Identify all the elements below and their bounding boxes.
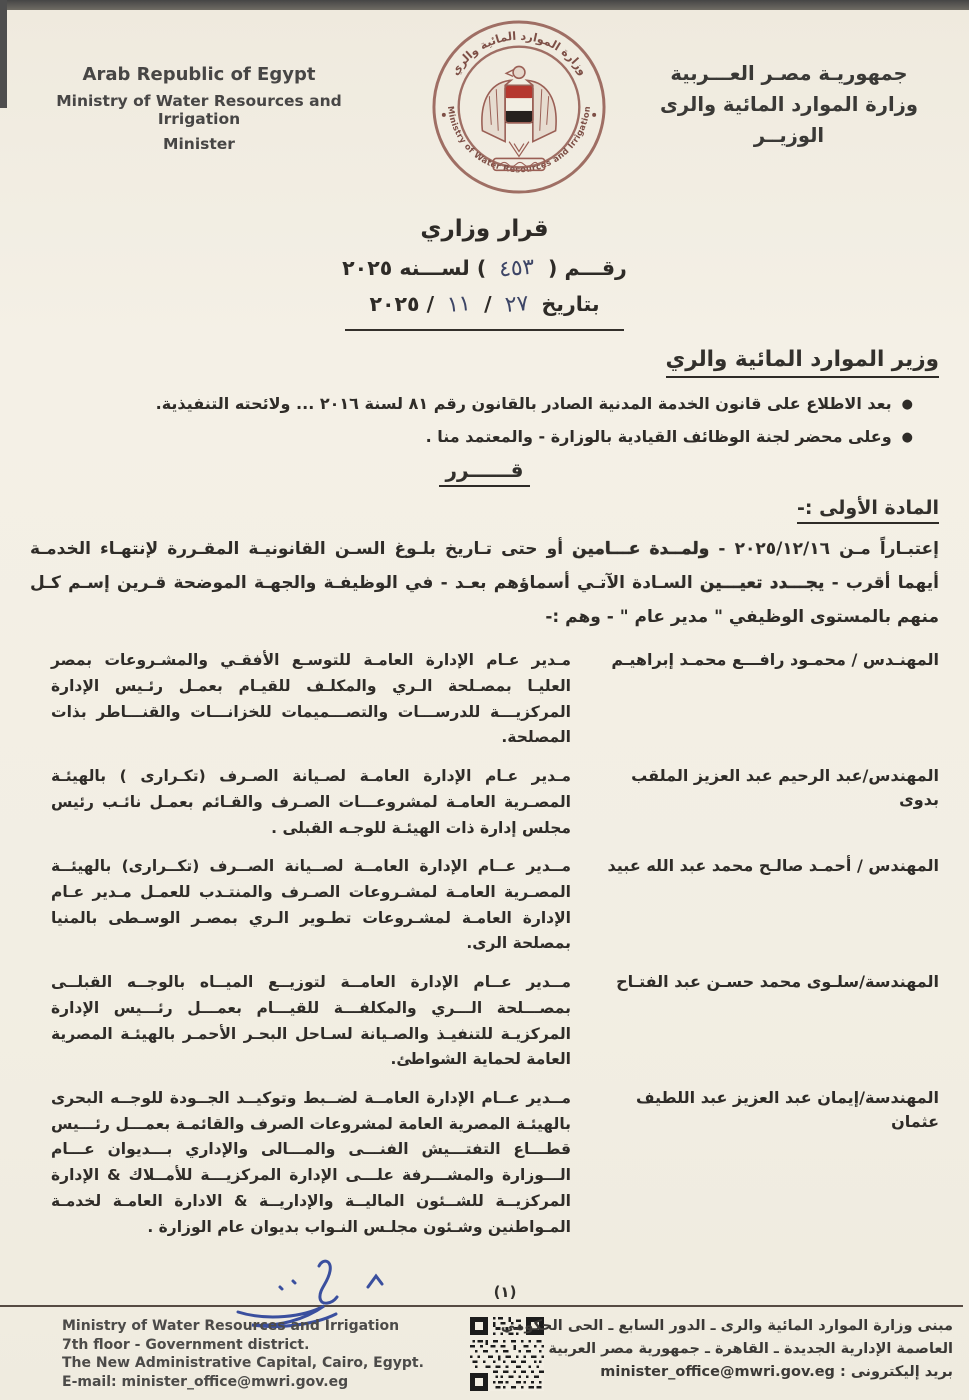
footer-en-line: The New Administrative Capital, Cairo, Egypt. [62,1355,424,1372]
footer-en-line: Ministry of Water Resources and Irrigation [62,1318,400,1334]
arabic-minister-line: الوزيــر [753,124,825,148]
page-number: (١) [493,1283,517,1301]
decree-number-line [275,252,695,286]
date-month-handwritten: ١١ [446,291,472,319]
letterhead-english [30,64,368,153]
decree-number-suffix: ) لســـنه ٢٠٢٥ [342,256,494,280]
footer-arabic-address [501,1315,953,1385]
appointee-position: مــدير عــام الإدارة العامــة لتوزيــع الميــاه بالوجــه القبلــى بمصـــلحة الـــري والمكلفـــة للقيـــام بعمـــل رئـــيس الإدارة المركزيـة للتنفيـذ والصـيانة لسـاحل البحـر الأحمـر بالهيئـة المصرية العامة لحماية الشواطئ. [51,973,571,1069]
preamble-list [30,392,939,449]
date-label: بتاريخ [534,292,600,317]
preamble-text: وعلى محضر لجنة الوظائف القيادية بالوزارة - والمعتمد منا . [425,427,892,447]
date-separator: / [419,292,442,317]
preamble-item [30,392,913,416]
paragraph-segment: إعتبـاراً مـن ٢٠٢٥/١٢/١٦ - [709,539,939,560]
paragraph-bold-renew: يجـــدد تعيـــين [699,573,825,594]
decree-number-prefix: رقـــم ( [540,256,627,280]
letterhead [30,50,939,202]
english-ministry-line: Ministry of Water Resources and Irrigation [56,92,342,128]
decree-title: قرار وزاري [420,216,549,242]
appointee-position: مــدير عــام الإدارة العامــة لضــبط وتوكيــد الجــودة للوجــه البحرى بالهيئـة المصرية العامة لمشروعات الصرف والقائمـة بعمـــل رئـــيس قطـــاع التفتـــيش الفنـــى والمـــالى والإداري بـــديوان عـــام الـــوزارة والمشـــرفة علـــى الإدارة المركزيـــة للأمــلاك & الإدارة المركزيــة للشــئون الماليــة والإداريــة & الادارة العامـة لخدمـة المـواطنين وشـئون مجلـس النـواب بديوان عام الوزارة . [51,1088,571,1236]
decree-title-block [275,216,695,331]
appointment-row [30,854,939,957]
preamble-item [30,425,913,449]
appointment-row [30,648,939,751]
appointment-row [30,764,939,841]
appointee-name: المهندس/عبد الرحيم عبد العزيز الملقب بدوى [631,766,939,810]
footer-divider [0,1305,963,1307]
minister-heading-row [30,347,939,378]
article1-heading: المادة الأولى :- [797,497,939,524]
article1-heading-row [30,497,939,524]
footer-english-address [62,1317,424,1391]
appointment-row [30,970,939,1073]
footer-en-line: 7th floor - Government district. [62,1336,310,1353]
article1-paragraph [30,532,939,634]
appointments-list [30,648,939,1240]
bullet-icon: ● [901,430,913,446]
appointee-name: المهنـدس / محمـود رافـــع محمـد إبراهيـم [611,650,939,670]
appointment-row [30,1086,939,1240]
letterhead-arabic [639,58,939,152]
appointee-position: مـدير عـام الإدارة العامـة للتوسـع الأفقـي والمشـروعات بمصر العليـا بمصـلحة الـري والمكلـف للقيـام بعمـل رئـيس الإدارة المركزيـــة للدرســـات والتصـــميمات للخزانـــات والقنـــاطر بذات المصلحة. [51,651,571,747]
footer-ar-line: العاصمة الإدارية الجديدة ـ القاهرة ـ جمهورية مصر العربية [548,1341,953,1358]
footer-ar-line: بريد إليكترونى : minister_office@mwri.gov.eg [600,1364,953,1381]
decree-date-line [345,288,623,331]
appointee-name: المهندسة/إيمان عبد العزيز عبد اللطيف عثمان [635,1087,939,1131]
preamble-text: بعد الاطلاع على قانون الخدمة المدنية الصادر بالقانون رقم ٨١ لسنة ٢٠١٦ ... ولائحته التنفيذية. [155,394,892,414]
paragraph-segment: السـادة الآتـي أسماؤهم بعـد - في الوظيفـة والجهـة الموضحة قـرين إسـم كـل منهم بالمستوى الوظيفي " مدير عام " - وهم :- [30,573,939,628]
date-separator: / [476,292,499,317]
date-day-handwritten: ٢٧ [503,291,530,319]
seal-english-text: Ministry of Water Resources and Irrigation [445,105,593,175]
english-minister-line: Minister [163,135,235,153]
decision-word-row [30,458,939,487]
date-year: ٢٠٢٥ [369,292,420,317]
footer-ar-line: مبنى وزارة الموارد المائية والرى ـ الدور السابع ـ الحى الحكومى [500,1318,953,1334]
paragraph-bold-duration: ولمــدة عـــامين [572,539,710,560]
appointee-name: المهندس / أحمـد صالـح محمد عبد الله عبيد [607,856,939,876]
bullet-icon: ● [901,397,913,413]
decision-word: قــــــرر [439,458,529,487]
appointee-position: مـدير عـام الإدارة العامـة لصـيانة الصـرف (تكـرارى ) بالهيئـة المصـرية العامـة لمشروعـــات الصـرف والقـائم بعمـل نائـب رئيس مجلس إدارة ذات الهيئـة للوجـه القبلى . [51,767,571,837]
paragraph-segment: أو حتى تـاريخ بلـوغ السـن القانونيـة المقـررة لإنتهـاء الخدمـة أيهما أقرب - [30,539,939,594]
seal-arabic-text: وزارة الموارد المائية والري [447,28,591,78]
english-country-line: Arab Republic of Egypt [82,64,316,85]
minister-heading: وزير الموارد المائية والري [666,347,939,378]
decree-number-handwritten: ٤٥٣ [498,254,536,283]
footer-en-line: E-mail: minister_office@mwri.gov.eg [62,1373,349,1390]
appointee-name: المهندسة/سلـوى محمد حسـن عبد الفتـاح [616,972,939,992]
arabic-ministry-line: وزارة الموارد المائية والرى [660,93,918,117]
appointee-position: مــدير عــام الإدارة العامــة لصــيانة الصــرف (تكــرارى) بالهيئــة المصـرية العامـة لمشـروعات الصـرف والمنتـدب للعمـل مـدير عـام الإدارة العامـة لمشـروعات تطـوير الـري بمصـر الوسـطى بالمنيا بمصلحة الرى. [51,857,571,953]
arabic-country-line: جمهوريـة مصـر العـــربية [670,62,908,85]
